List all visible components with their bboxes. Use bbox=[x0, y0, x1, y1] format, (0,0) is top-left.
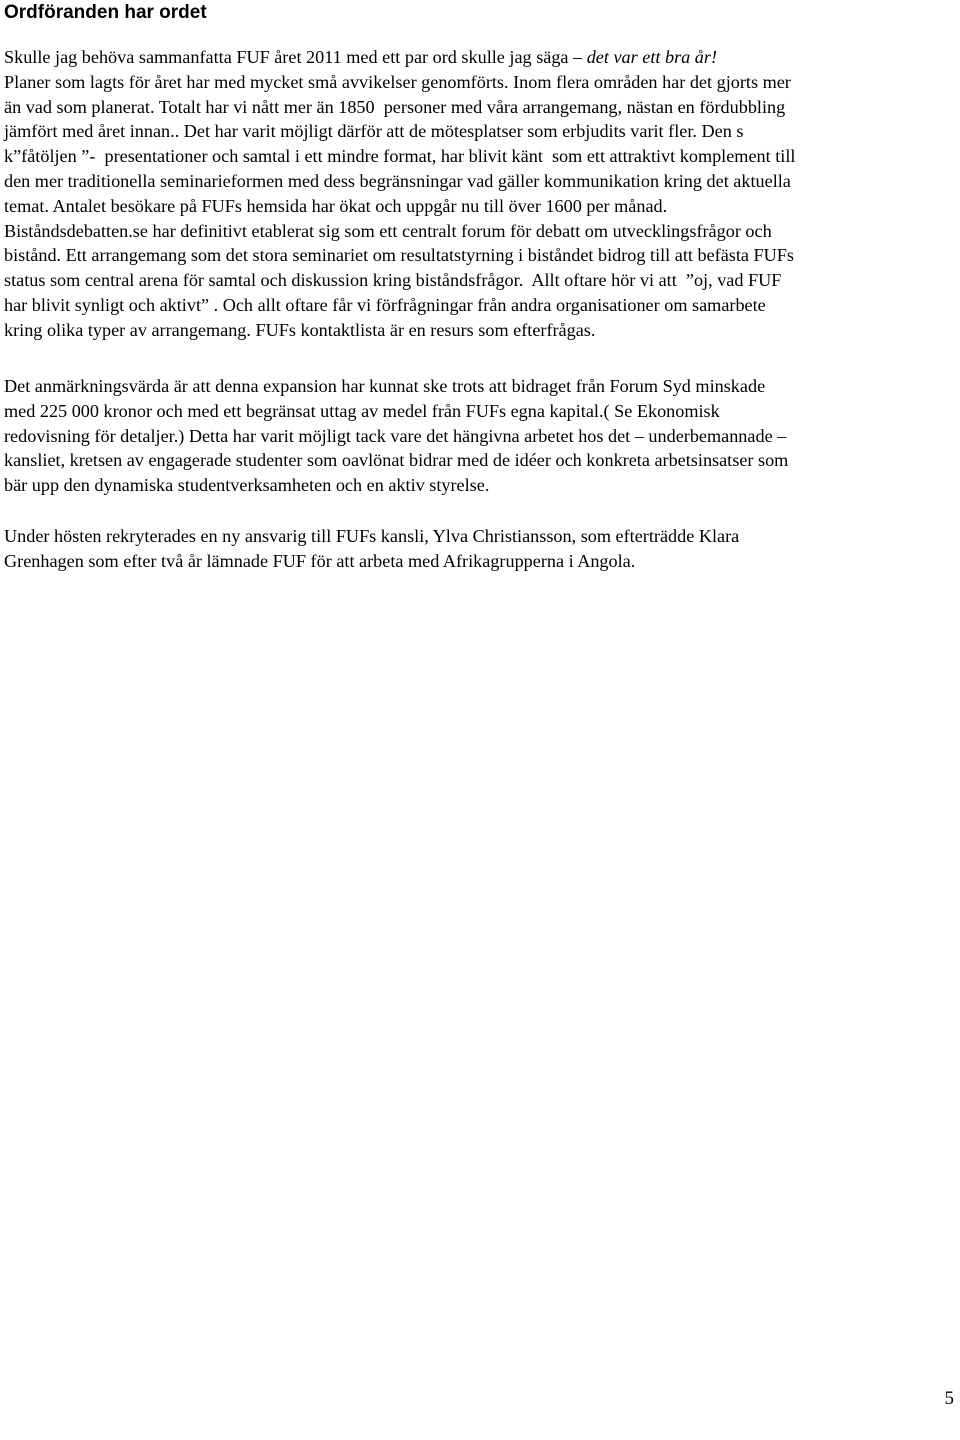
text-line: Planer som lagts för året har med mycket små avvikelser genomförts. Inom flera områden har det gjorts mer bbox=[4, 71, 791, 92]
paragraph-summary bbox=[4, 45, 795, 343]
text-line: status som central arena för samtal och diskussion kring biståndsfrågor. Allt oftare hör vi att ”oj, vad FUF bbox=[4, 270, 782, 291]
paragraph-finances bbox=[4, 374, 788, 498]
emphasis-text: det var ett bra år! bbox=[586, 47, 718, 67]
text-line: Det anmärkningsvärda är att denna expansion har kunnat ske trots att bidraget från Forum Syd minskade bbox=[4, 376, 766, 396]
text-line: den mer traditionella seminarieformen med dess begränsningar vad gäller kommunikation kring det aktuella bbox=[4, 170, 791, 191]
text-line: kansliet, kretsen av engagerade studenter som oavlönat bidrar med de idéer och konkreta arbetsinsatser som bbox=[4, 450, 789, 471]
text-line: bär upp den dynamiska studentverksamheten och en aktiv styrelse. bbox=[4, 475, 490, 496]
page-number: 5 bbox=[944, 1388, 954, 1409]
text-line-start: Skulle jag behöva sammanfatta FUF året 2011 med ett par ord skulle jag säga – bbox=[4, 47, 587, 67]
text-line: med 225 000 kronor och med ett begränsat uttag av medel från FUFs egna kapital.( Se Ekonomisk bbox=[4, 400, 720, 421]
paragraph-staff bbox=[4, 524, 739, 574]
text-line: än vad som planerat. Totalt har vi nått mer än 1850 personer med våra arrangemang, nästan en fördubbling bbox=[4, 96, 786, 117]
text-line: Under hösten rekryterades en ny ansvarig till FUFs kansli, Ylva Christiansson, som efterträdde Klara bbox=[4, 526, 740, 546]
text-line: Grenhagen som efter två år lämnade FUF för att arbeta med Afrikagrupperna i Angola. bbox=[4, 550, 636, 571]
text-line: redovisning för detaljer.) Detta har varit möjligt tack vare det hängivna arbetet hos det – underbemannade – bbox=[4, 425, 787, 446]
text-line: bistånd. Ett arrangemang som det stora seminariet om resultatstyrning i biståndet bidrog till att befästa FUFs bbox=[4, 245, 794, 266]
text-line: kring olika typer av arrangemang. FUFs kontaktlista är en resurs som efterfrågas. bbox=[4, 319, 596, 340]
page-title: Ordföranden har ordet bbox=[4, 2, 207, 23]
text-line bbox=[4, 45, 795, 70]
text-line: har blivit synligt och aktivt” . Och allt oftare får vi förfrågningar från andra organisationer om samarbete bbox=[4, 294, 766, 315]
text-line: jämfört med året innan.. Det har varit möjligt därför att de mötesplatser som erbjudits varit fler. Den s bbox=[4, 121, 744, 142]
text-line: temat. Antalet besökare på FUFs hemsida har ökat och uppgår nu till över 1600 per månad. bbox=[4, 195, 668, 216]
text-line: Biståndsdebatten.se har definitivt etablerat sig som ett centralt forum för debatt om utvecklingsfrågor och bbox=[4, 220, 772, 241]
text-line: k”fåtöljen ”- presentationer och samtal i ett mindre format, har blivit känt som ett attraktivt komplement till bbox=[4, 146, 796, 167]
